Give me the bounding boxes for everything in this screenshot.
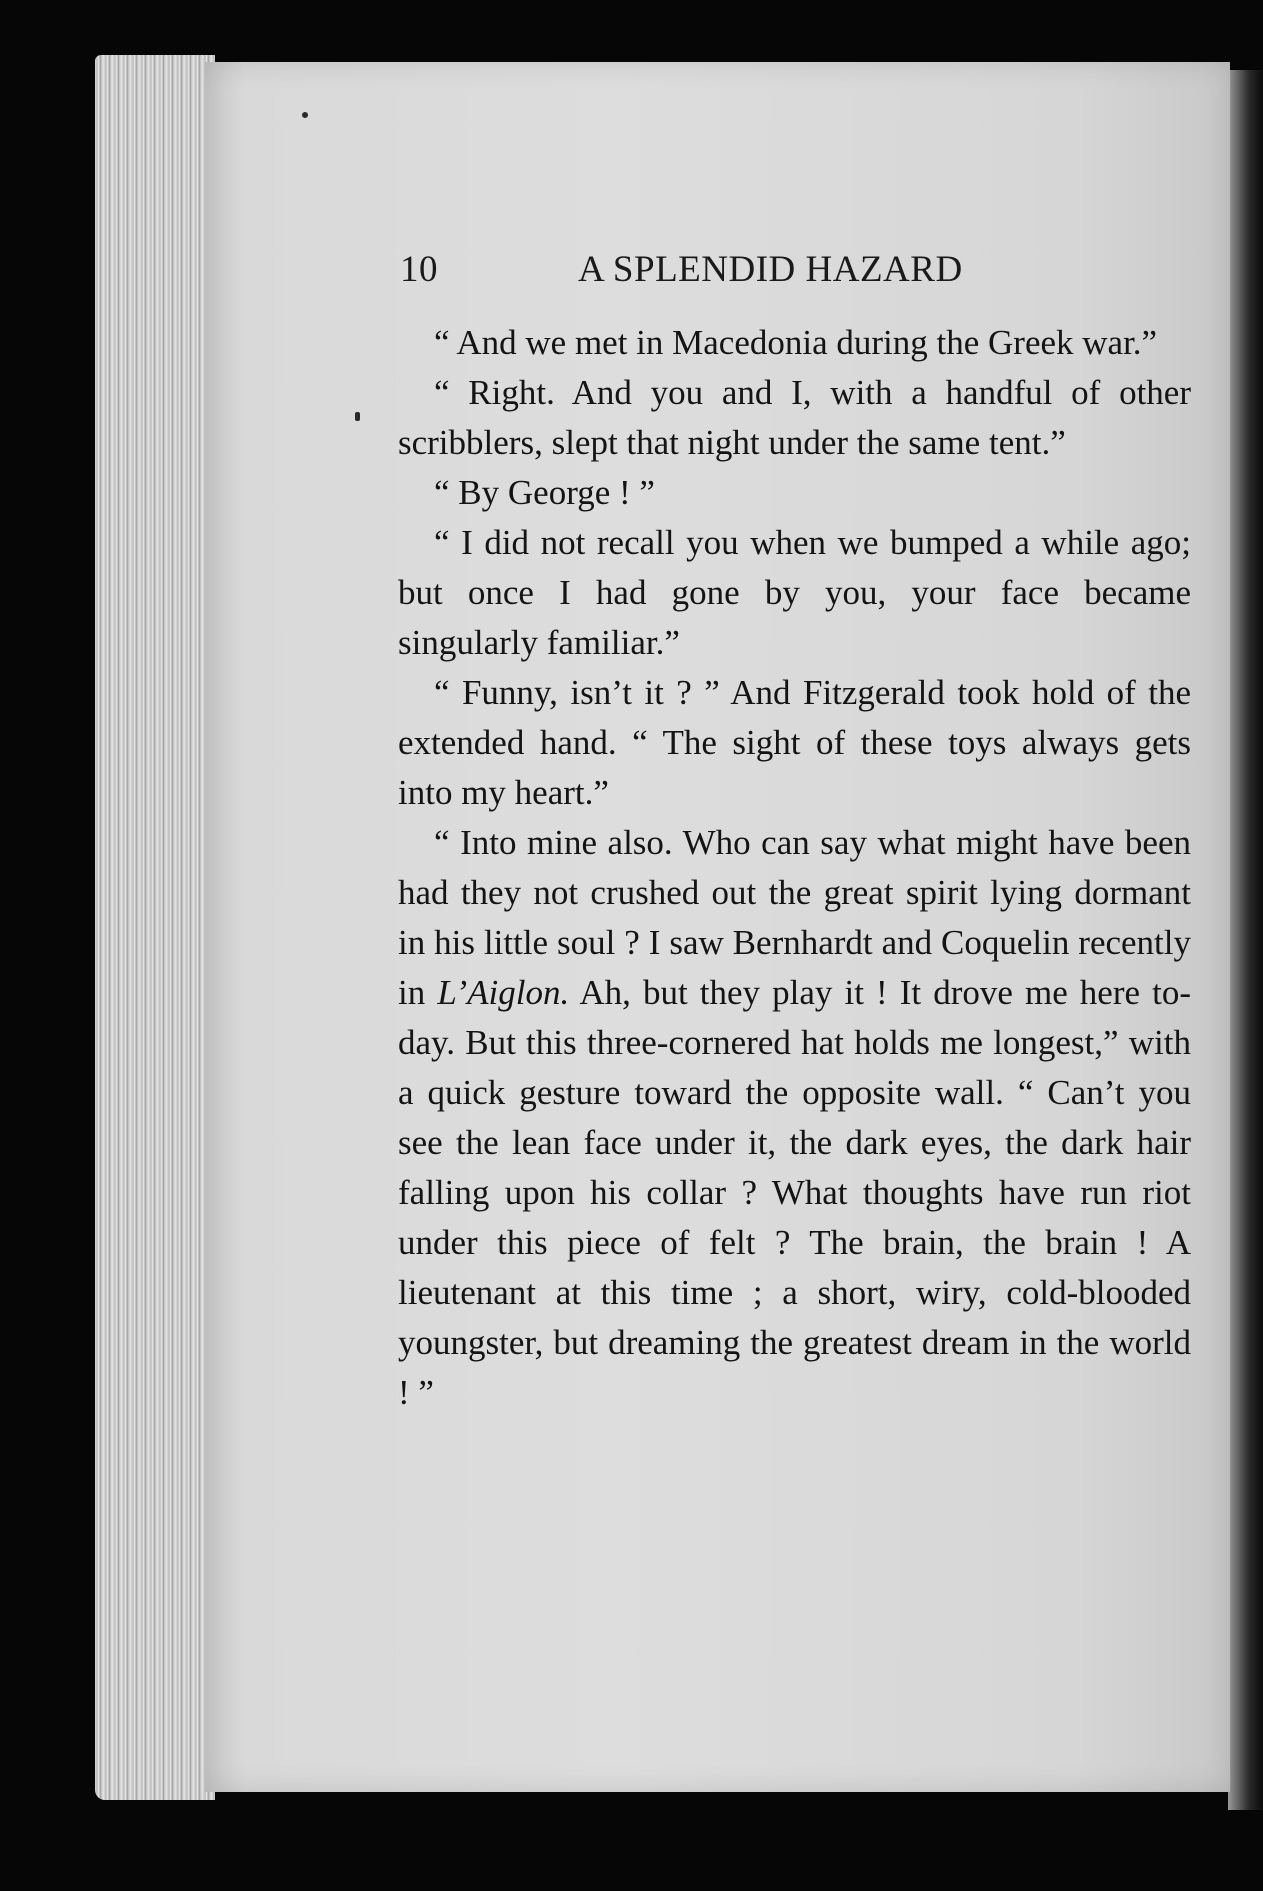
paragraph: “ I did not recall you when we bumped a while ago; but once I had gone by you, your face became singularly familiar.” — [398, 523, 1191, 662]
page-shadow — [1228, 70, 1263, 1810]
play-title: L’Aiglon. — [437, 973, 570, 1012]
paragraph — [398, 818, 1191, 1418]
speck — [355, 412, 360, 421]
running-header — [400, 248, 1040, 292]
running-title: A SPLENDID HAZARD — [578, 249, 963, 290]
paragraph: “ Right. And you and I, with a handful of other scribblers, slept that night under the same tent.” — [398, 373, 1191, 462]
speck — [302, 112, 308, 118]
body-text — [398, 318, 1191, 1418]
paragraph: “ And we met in Macedonia during the Greek war.” — [434, 323, 1158, 362]
page-edges — [95, 55, 215, 1800]
paragraph-text: “ Into mine also. Who can say what might have been had they not crushed out the great spirit lying dormant in his little soul ? I saw Bernhardt and Coquelin recently in — [398, 823, 1191, 1012]
paragraph: “ Funny, isn’t it ? ” And Fitzgerald took hold of the extended hand. “ The sight of these toys always gets into my heart.” — [398, 673, 1191, 812]
paragraph-text: Ah, but they play it ! It drove me here to-day. But this three-cornered hat holds me longest,” with a quick gesture toward the opposite wall. “ Can’t you see the lean face under it, the dark eyes, the dark hair falling upon his collar ? What thoughts have run riot under this piece of felt ? The brain, the brain ! A lieutenant at this time ; a short, wiry, cold-blooded youngster, but dreaming the greatest dream in the world ! ” — [398, 973, 1191, 1412]
paragraph: “ By George ! ” — [434, 473, 655, 512]
page-number: 10 — [400, 249, 438, 290]
